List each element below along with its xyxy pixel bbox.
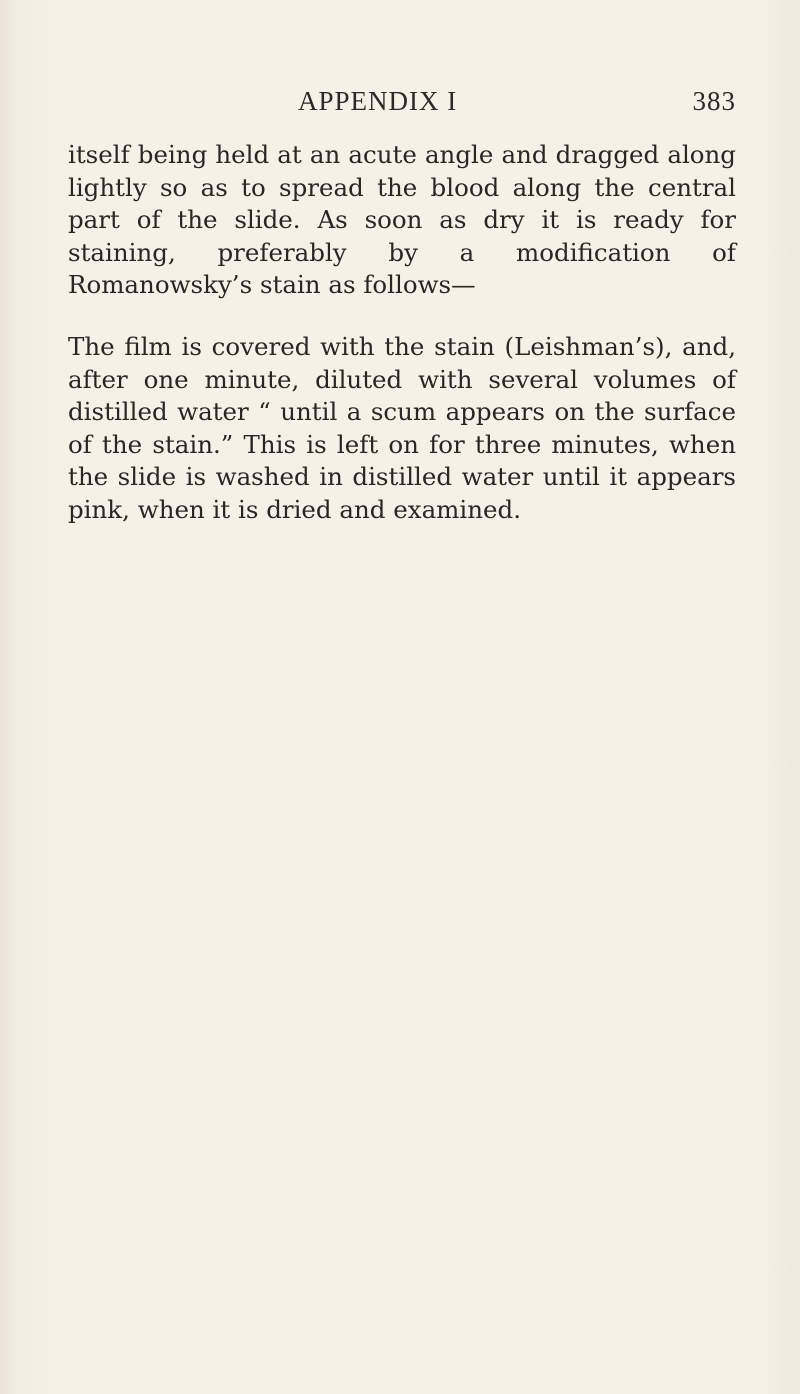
body-text [68,139,736,527]
running-head [68,86,736,126]
header-title: APPENDIX I [298,86,458,116]
paragraph-2: The film is covered with the stain (Leishman’s), and, after one minute, diluted with several volumes of distilled water “ until a scum appears on the surface of the stain.” This is left on for three minutes, when the slide is washed in distilled water until it appears pink, when it is dried and examined. [68,331,736,524]
paragraph-1: itself being held at an acute angle and dragged along lightly so as to spread the blood along the central part of the slide. As soon as dry it is ready for staining, preferably by a modification of Romanowsky’s stain as follows— [68,140,736,300]
page-number: 383 [692,86,736,116]
